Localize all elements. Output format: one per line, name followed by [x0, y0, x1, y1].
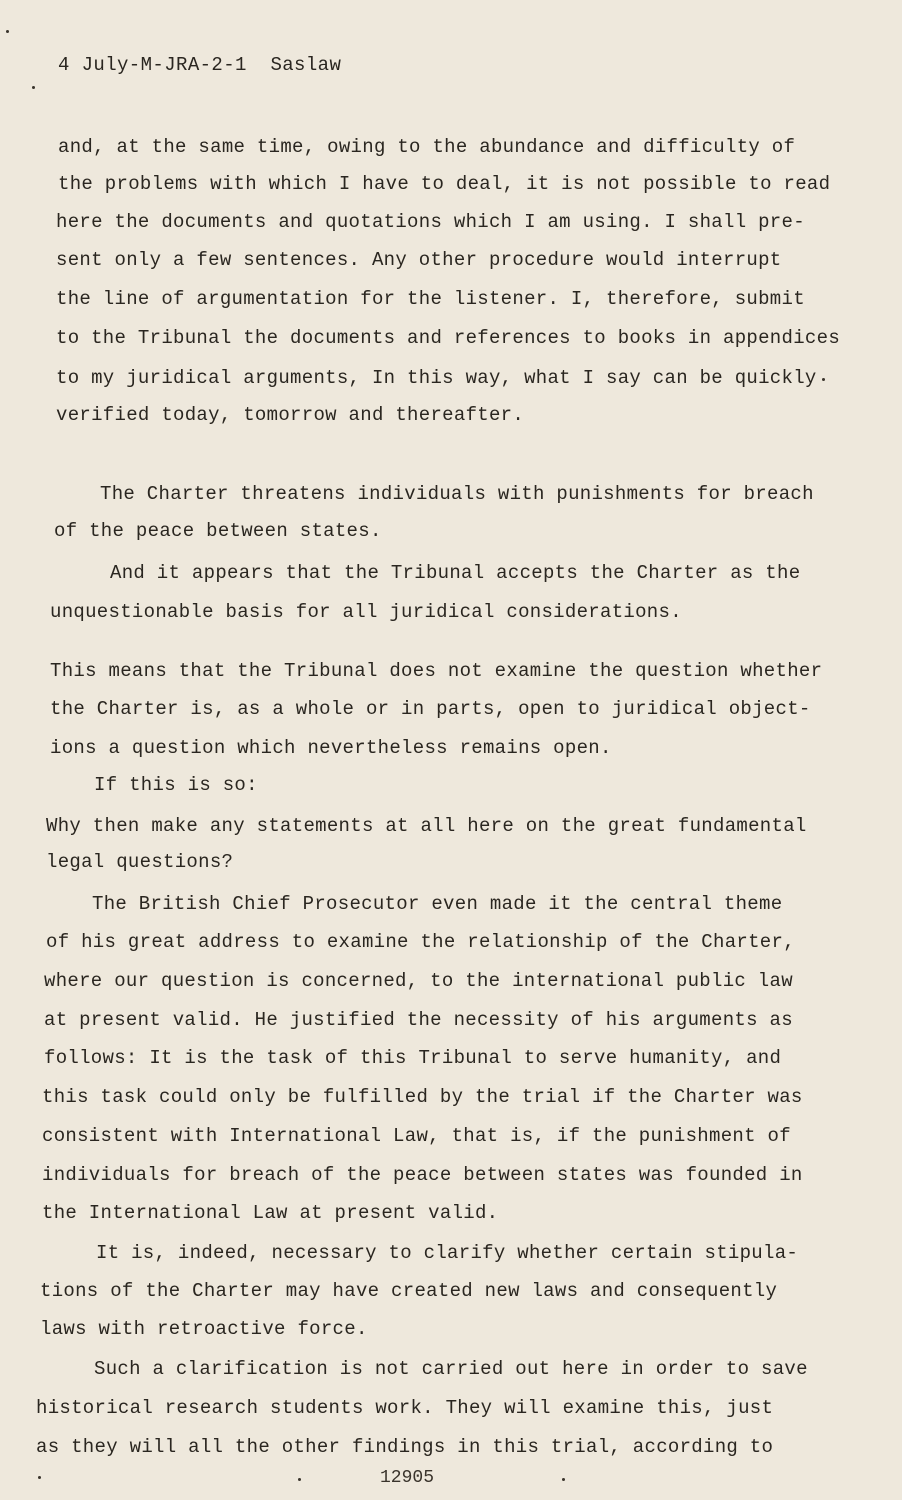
paper-speck: [32, 86, 35, 89]
text-line: here the documents and quotations which I am using. I shall pre-: [56, 211, 805, 233]
paper-speck: [562, 1478, 565, 1481]
text-line: This means that the Tribunal does not examine the question whether: [50, 660, 823, 682]
text-line: at present valid. He justified the necessity of his arguments as: [44, 1009, 793, 1031]
text-line: Such a clarification is not carried out here in order to save: [94, 1358, 808, 1380]
text-line: verified today, tomorrow and thereafter.: [56, 404, 525, 426]
text-line: sent only a few sentences. Any other procedure would interrupt: [56, 249, 782, 271]
page-number: 12905: [380, 1468, 435, 1488]
text-line: the problems with which I have to deal, it is not possible to read: [58, 173, 831, 195]
text-line: follows: It is the task of this Tribunal to serve humanity, and: [44, 1047, 782, 1069]
paper-speck: [822, 378, 825, 381]
text-line: Why then make any statements at all here on the great fundamental: [46, 815, 807, 837]
text-line: unquestionable basis for all juridical considerations.: [50, 601, 682, 623]
paper-speck: [38, 1476, 41, 1479]
text-line: this task could only be fulfilled by the trial if the Charter was: [42, 1086, 803, 1108]
text-line: of his great address to examine the relationship of the Charter,: [46, 931, 795, 953]
text-line: The Charter threatens individuals with punishments for breach: [100, 483, 814, 505]
text-line: If this is so:: [94, 774, 258, 796]
header-name: Saslaw: [270, 54, 342, 76]
header-reference: 4 July-M-JRA-2-1: [58, 54, 247, 76]
text-line: legal questions?: [46, 851, 234, 873]
text-line: the line of argumentation for the listener. I, therefore, submit: [56, 288, 805, 310]
text-line: consistent with International Law, that is, if the punishment of: [42, 1125, 791, 1147]
text-line: to the Tribunal the documents and references to books in appendices: [56, 327, 841, 349]
text-line: to my juridical arguments, In this way, what I say can be quickly: [56, 367, 817, 389]
text-line: where our question is concerned, to the international public law: [44, 970, 793, 992]
text-line: laws with retroactive force.: [40, 1318, 368, 1340]
paper-speck: [298, 1478, 301, 1481]
text-line: as they will all the other findings in this trial, according to: [36, 1436, 774, 1458]
text-line: And it appears that the Tribunal accepts the Charter as the: [110, 562, 801, 584]
text-line: It is, indeed, necessary to clarify whether certain stipula-: [96, 1242, 799, 1264]
document-header: [58, 54, 341, 76]
text-line: historical research students work. They will examine this, just: [36, 1397, 774, 1419]
text-line: and, at the same time, owing to the abundance and difficulty of: [58, 136, 796, 158]
text-line: ions a question which nevertheless remains open.: [50, 737, 612, 759]
text-line: The British Chief Prosecutor even made it the central theme: [92, 893, 783, 915]
text-line: of the peace between states.: [54, 520, 382, 542]
text-line: individuals for breach of the peace between states was founded in: [42, 1164, 803, 1186]
paper-speck: [6, 30, 9, 33]
text-line: tions of the Charter may have created new laws and consequently: [40, 1280, 778, 1302]
text-line: the International Law at present valid.: [42, 1202, 499, 1224]
text-line: the Charter is, as a whole or in parts, open to juridical object-: [50, 698, 811, 720]
